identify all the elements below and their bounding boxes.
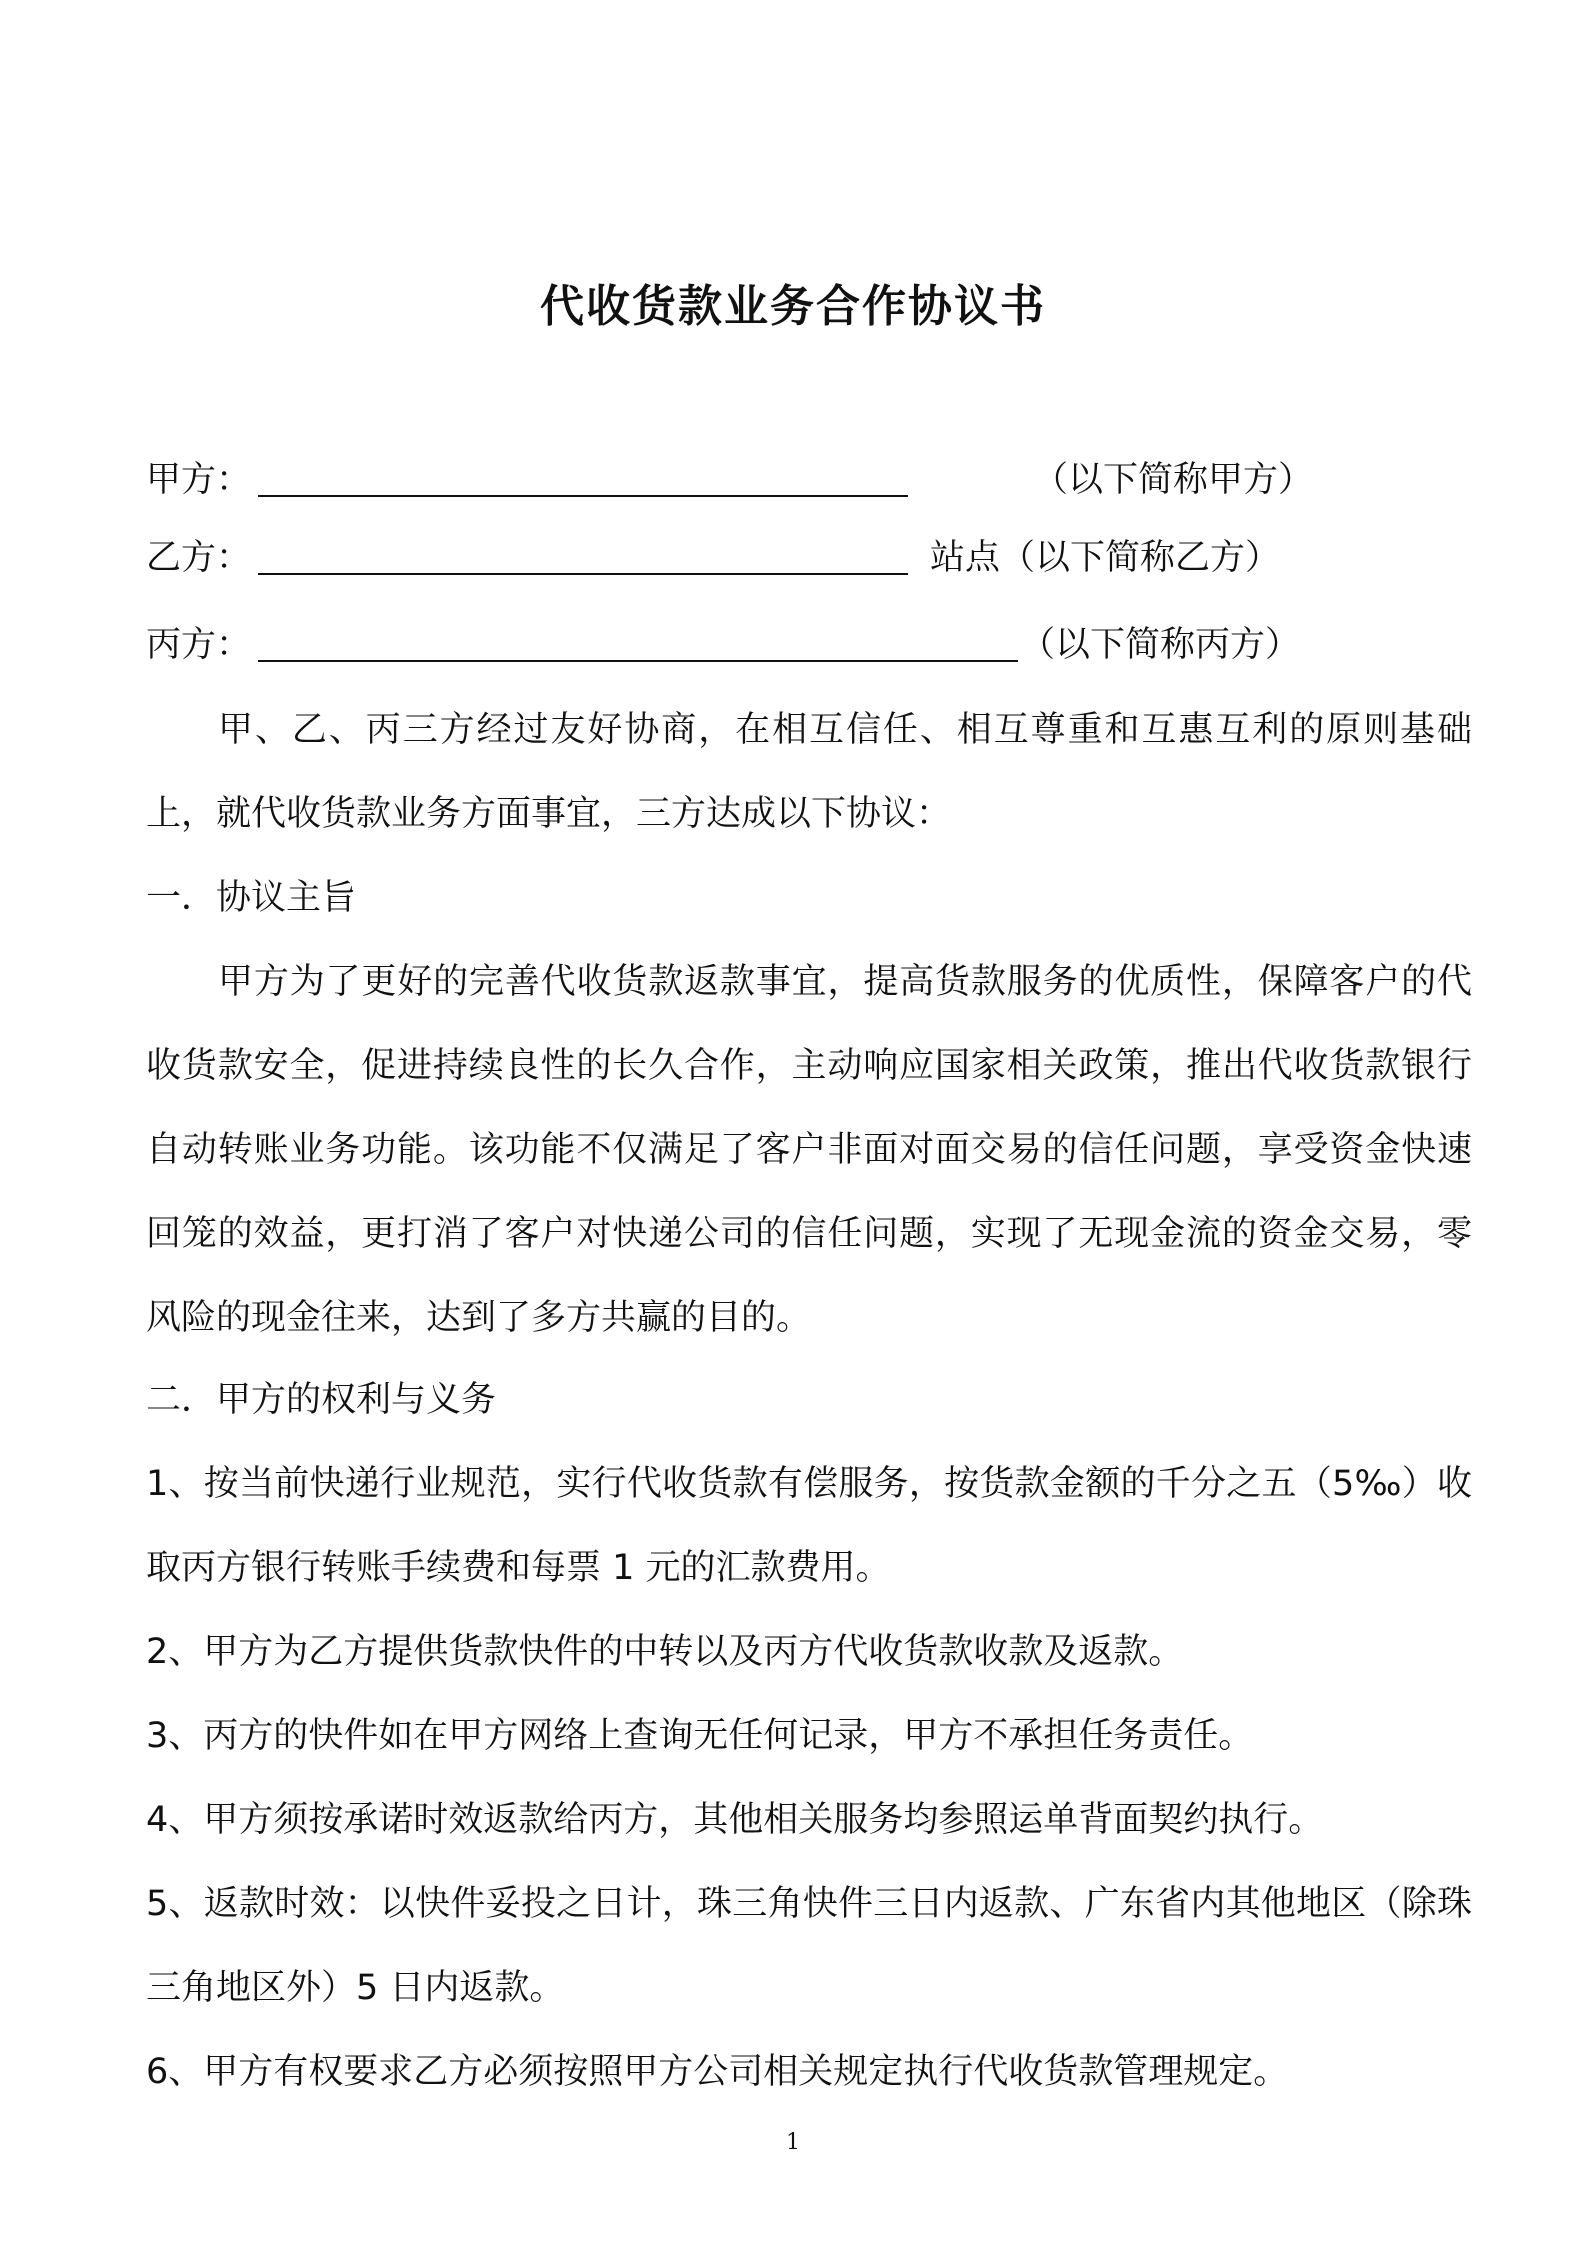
party-b-suffix: 站点（以下简称乙方） — [930, 538, 1281, 578]
section2-item-5: 5、返款时效：以快件妥投之日计，珠三角快件三日内返款、广东省内其他地区（除珠三角地区外）5 日内返款。 — [146, 1884, 1472, 2008]
intro-paragraph: 甲、乙、丙三方经过友好协商，在相互信任、相互尊重和互惠互利的原则基础上，就代收货款业务方面事宜，三方达成以下协议： — [146, 710, 1472, 834]
section2-item-1: 1、按当前快递行业规范，实行代收货款有偿服务，按货款金额的千分之五（5‰）收取丙方银行转账手续费和每票 1 元的汇款费用。 — [146, 1464, 1472, 1588]
party-c-line — [146, 620, 1301, 670]
section2-item-2: 2、甲方为乙方提供货款快件的中转以及丙方代收货款收款及返款。 — [146, 1632, 1184, 1672]
page-number: 1 — [786, 2130, 800, 2155]
party-b-label: 乙方： — [146, 538, 252, 578]
section2-item-3: 3、丙方的快件如在甲方网络上查询无任何记录，甲方不承担任务责任。 — [146, 1716, 1254, 1756]
party-a-blank — [258, 455, 908, 497]
section2-heading: 二．甲方的权利与义务 — [146, 1380, 497, 1420]
section2-item-4: 4、甲方须按承诺时效返款给丙方，其他相关服务均参照运单背面契约执行。 — [146, 1800, 1324, 1840]
party-a-label: 甲方： — [146, 460, 252, 500]
section1-heading: 一．协议主旨 — [146, 878, 357, 918]
section1-body: 甲方为了更好的完善代收货款返款事宜，提高货款服务的优质性，保障客户的代收货款安全，促进持续良性的长久合作，主动响应国家相关政策，推出代收货款银行自动转账业务功能。该功能不仅满足了客户非面对面交易的信任问题，享受资金快速回笼的效益，更打消了客户对快递公司的信任问题，实现了无现金流的资金交易，零风险的现金往来，达到了多方共赢的目的。 — [146, 962, 1472, 1338]
party-a-suffix: （以下简称甲方） — [1033, 460, 1314, 500]
party-c-label: 丙方： — [146, 625, 252, 665]
party-b-blank — [258, 533, 908, 575]
party-c-blank — [258, 620, 1018, 662]
party-c-suffix: （以下简称丙方） — [1020, 625, 1301, 665]
party-a-line — [146, 455, 1314, 505]
section2-item-6: 6、甲方有权要求乙方必须按照甲方公司相关规定执行代收货款管理规定。 — [146, 2052, 1289, 2092]
party-b-line — [146, 533, 1281, 583]
document-title: 代收货款业务合作协议书 — [540, 281, 1046, 332]
